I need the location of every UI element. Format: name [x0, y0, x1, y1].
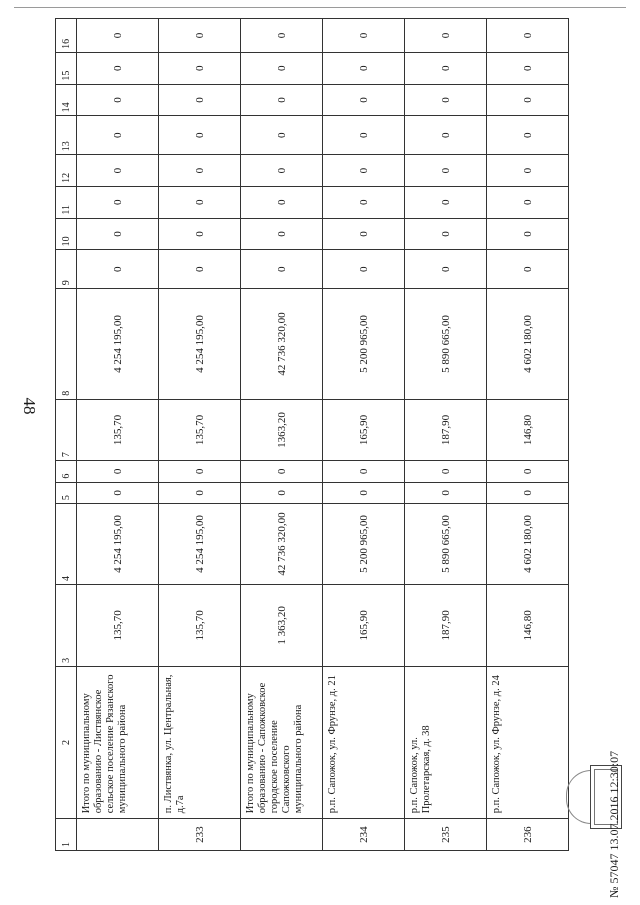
area-cell: 135,70	[77, 399, 159, 460]
header-cell: 4	[56, 504, 77, 585]
table-row	[241, 19, 323, 851]
value-cell: 0	[77, 186, 159, 218]
value-cell: 0	[323, 84, 405, 116]
value-cell: 0	[487, 482, 569, 503]
page-number: 48	[20, 397, 39, 415]
value-cell: 0	[405, 218, 487, 250]
area-cell: 187,90	[405, 399, 487, 460]
registry-stamp-text: № 57047 13.07.2016 12:30:07	[607, 750, 621, 898]
value-cell: 0	[159, 218, 241, 250]
address-cell: р.п. Сапожок, ул. Фрунзе, д. 21	[323, 666, 405, 818]
table-row	[405, 19, 487, 851]
area-cell: 135,70	[77, 584, 159, 666]
value-cell: 0	[323, 52, 405, 84]
value-cell: 0	[487, 19, 569, 53]
value-cell: 0	[77, 84, 159, 116]
area-cell: 146,80	[487, 399, 569, 460]
value-cell: 0	[159, 482, 241, 503]
value-cell: 0	[77, 52, 159, 84]
value-cell: 0	[487, 52, 569, 84]
value-cell: 0	[159, 19, 241, 53]
area-cell: 146,80	[487, 584, 569, 666]
value-cell: 0	[241, 218, 323, 250]
row-number	[77, 819, 159, 851]
value-cell: 0	[323, 19, 405, 53]
seal-arc	[566, 770, 591, 824]
table-row	[487, 19, 569, 851]
cost-cell: 42 736 320,00	[241, 504, 323, 585]
value-cell: 0	[159, 155, 241, 187]
header-row	[56, 19, 77, 851]
cost-cell: 4 254 195,00	[77, 289, 159, 400]
area-cell: 165,90	[323, 584, 405, 666]
value-cell: 0	[241, 461, 323, 482]
area-cell: 135,70	[159, 399, 241, 460]
value-cell: 0	[241, 84, 323, 116]
header-cell: 5	[56, 482, 77, 503]
value-cell: 0	[323, 250, 405, 289]
value-cell: 0	[405, 482, 487, 503]
address-cell: р.п. Сапожок, ул. Фрунзе, д. 24	[487, 666, 569, 818]
header-cell: 10	[56, 218, 77, 250]
cost-cell: 4 602 180,00	[487, 504, 569, 585]
cost-cell: 5 890 665,00	[405, 504, 487, 585]
header-cell: 13	[56, 116, 77, 155]
value-cell: 0	[323, 116, 405, 155]
value-cell: 0	[241, 19, 323, 53]
value-cell: 0	[159, 250, 241, 289]
value-cell: 0	[405, 461, 487, 482]
value-cell: 0	[77, 155, 159, 187]
value-cell: 0	[159, 84, 241, 116]
value-cell: 0	[323, 155, 405, 187]
address-cell: Итого по муниципальному образованию - Листвянское сельское поселение Рязанского муниципального района	[77, 666, 159, 818]
value-cell: 0	[405, 84, 487, 116]
table-row	[323, 19, 405, 851]
value-cell: 0	[487, 218, 569, 250]
row-number: 235	[405, 819, 487, 851]
value-cell: 0	[487, 116, 569, 155]
value-cell: 0	[405, 116, 487, 155]
area-cell: 135,70	[159, 584, 241, 666]
value-cell: 0	[77, 461, 159, 482]
value-cell: 0	[405, 52, 487, 84]
value-cell: 0	[487, 155, 569, 187]
value-cell: 0	[159, 116, 241, 155]
value-cell: 0	[405, 250, 487, 289]
area-cell: 1 363,20	[241, 584, 323, 666]
cost-cell: 42 736 320,00	[241, 289, 323, 400]
value-cell: 0	[487, 84, 569, 116]
header-cell: 9	[56, 250, 77, 289]
rotated-table-container	[55, 18, 534, 851]
value-cell: 0	[77, 482, 159, 503]
header-cell: 12	[56, 155, 77, 187]
header-cell: 2	[56, 666, 77, 818]
row-number: 234	[323, 819, 405, 851]
value-cell: 0	[405, 19, 487, 53]
value-cell: 0	[241, 116, 323, 155]
value-cell: 0	[77, 250, 159, 289]
row-number: 236	[487, 819, 569, 851]
area-cell: 165,90	[323, 399, 405, 460]
cost-cell: 4 602 180,00	[487, 289, 569, 400]
cost-cell: 4 254 195,00	[77, 504, 159, 585]
header-cell: 1	[56, 819, 77, 851]
value-cell: 0	[241, 155, 323, 187]
header-cell: 15	[56, 52, 77, 84]
cost-cell: 4 254 195,00	[159, 289, 241, 400]
value-cell: 0	[405, 155, 487, 187]
header-cell: 6	[56, 461, 77, 482]
header-cell: 14	[56, 84, 77, 116]
table-row	[77, 19, 159, 851]
value-cell: 0	[487, 250, 569, 289]
cost-cell: 5 200 965,00	[323, 504, 405, 585]
value-cell: 0	[159, 461, 241, 482]
value-cell: 0	[241, 250, 323, 289]
value-cell: 0	[77, 116, 159, 155]
value-cell: 0	[487, 186, 569, 218]
row-number	[241, 819, 323, 851]
header-cell: 7	[56, 399, 77, 460]
value-cell: 0	[323, 218, 405, 250]
value-cell: 0	[77, 218, 159, 250]
header-cell: 8	[56, 289, 77, 400]
cost-cell: 4 254 195,00	[159, 504, 241, 585]
value-cell: 0	[159, 186, 241, 218]
row-number: 233	[159, 819, 241, 851]
header-cell: 3	[56, 584, 77, 666]
value-cell: 0	[323, 461, 405, 482]
value-cell: 0	[77, 19, 159, 53]
value-cell: 0	[241, 186, 323, 218]
area-cell: 1363,20	[241, 399, 323, 460]
value-cell: 0	[487, 461, 569, 482]
value-cell: 0	[159, 52, 241, 84]
value-cell: 0	[405, 186, 487, 218]
header-cell: 16	[56, 19, 77, 53]
cost-cell: 5 890 665,00	[405, 289, 487, 400]
data-table	[55, 18, 569, 851]
value-cell: 0	[323, 482, 405, 503]
scan-edge-line	[14, 7, 626, 8]
table-row	[159, 19, 241, 851]
area-cell: 187,90	[405, 584, 487, 666]
cost-cell: 5 200 965,00	[323, 289, 405, 400]
address-cell: Итого по муниципальному образованию - Сапожковское городское поселение Сапожковского муниципального района	[241, 666, 323, 818]
address-cell: р.п. Сапожок, ул. Пролетарская, д. 38	[405, 666, 487, 818]
header-cell: 11	[56, 186, 77, 218]
value-cell: 0	[241, 482, 323, 503]
value-cell: 0	[241, 52, 323, 84]
value-cell: 0	[323, 186, 405, 218]
address-cell: п. Листвянка, ул. Центральная, д.7а	[159, 666, 241, 818]
